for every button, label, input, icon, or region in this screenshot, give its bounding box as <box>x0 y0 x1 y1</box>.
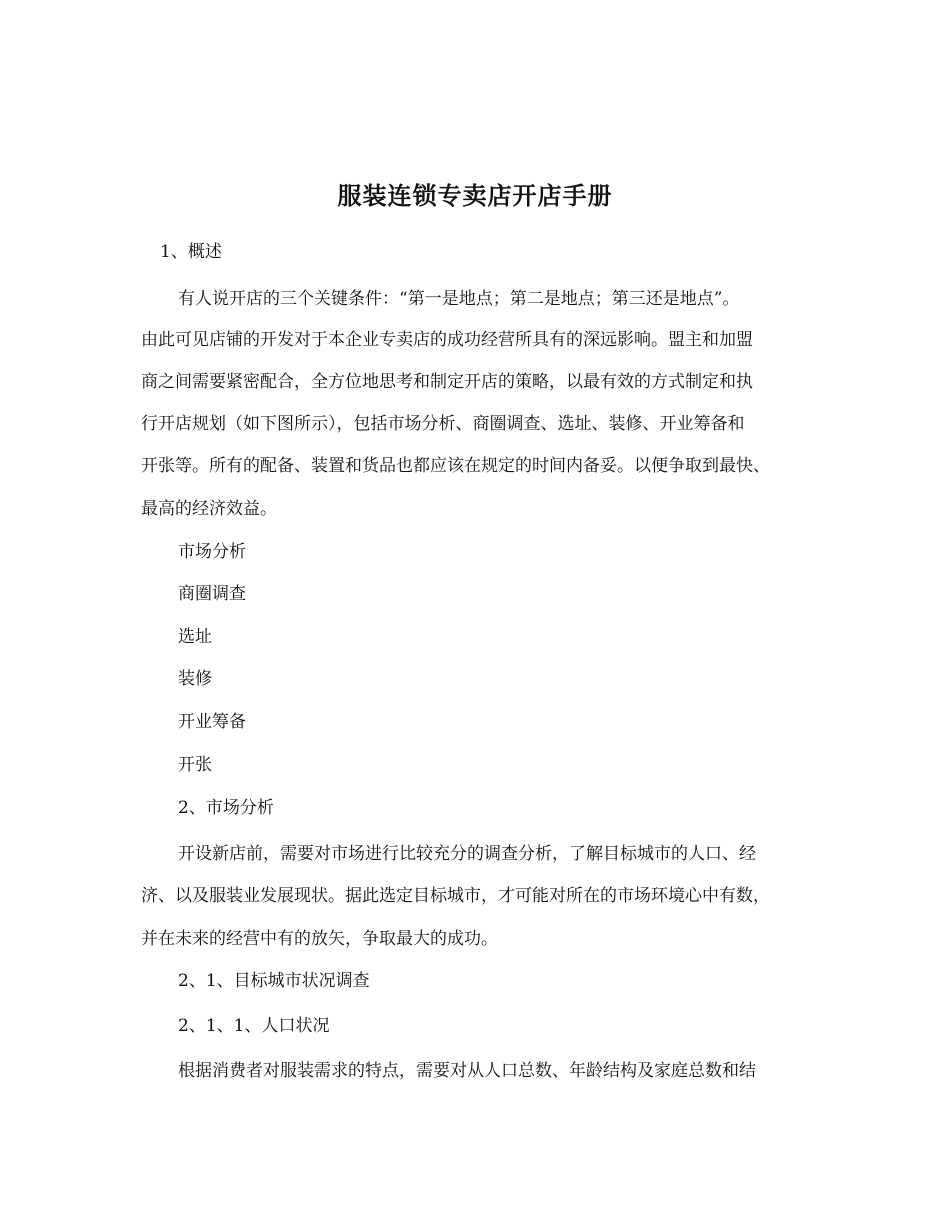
step-item: 开张 <box>178 755 212 775</box>
subsection-heading: 2、1、1、人口状况 <box>178 1016 330 1036</box>
subsection-heading: 2、1、目标城市状况调查 <box>178 971 370 991</box>
paragraph-line: 根据消费者对服装需求的特点，需要对从人口总数、年龄结构及家庭总数和结 <box>178 1061 756 1081</box>
step-item: 市场分析 <box>178 542 246 562</box>
section-heading-market-analysis: 2、市场分析 <box>178 798 274 818</box>
paragraph-line: 开设新店前，需要对市场进行比较充分的调查分析，了解目标城市的人口、经 <box>178 844 756 864</box>
step-item: 商圈调查 <box>178 584 246 604</box>
step-item: 选址 <box>178 627 212 647</box>
paragraph-line: 济、以及服装业发展现状。据此选定目标城市，才可能对所在的市场环境心中有数， <box>141 886 770 906</box>
paragraph-line: 开张等。所有的配备、装置和货品也都应该在规定的时间内备妥。以便争取到最快、 <box>141 456 770 476</box>
step-item: 开业筹备 <box>178 712 246 732</box>
document-title: 服装连锁专卖店开店手册 <box>337 181 613 210</box>
paragraph-line: 最高的经济效益。 <box>141 499 277 519</box>
paragraph-line: 由此可见店铺的开发对于本企业专卖店的成功经营所具有的深远影响。盟主和加盟 <box>141 330 753 350</box>
paragraph-line: 商之间需要紧密配合，全方位地思考和制定开店的策略，以最有效的方式制定和执 <box>141 372 753 392</box>
section-heading-overview: 1、概述 <box>160 242 222 262</box>
paragraph-line: 有人说开店的三个关键条件：“第一是地点；第二是地点；第三还是地点”。 <box>178 289 740 309</box>
paragraph-line: 行开店规划（如下图所示），包括市场分析、商圈调查、选址、装修、开业筹备和 <box>141 414 745 434</box>
step-item: 装修 <box>178 669 212 689</box>
paragraph-line: 并在未来的经营中有的放矢，争取最大的成功。 <box>141 929 498 949</box>
